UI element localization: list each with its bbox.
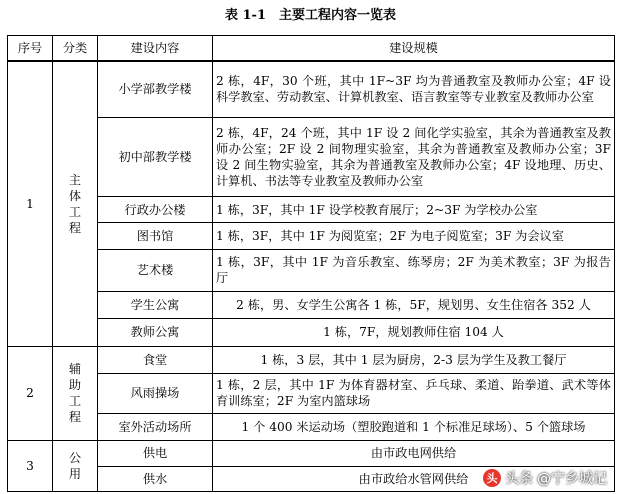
- group-no: 1: [8, 61, 53, 346]
- header-no: 序号: [8, 36, 53, 61]
- item-cell: 初中部教学楼: [98, 118, 213, 197]
- group-category: 公用: [53, 441, 98, 492]
- item-cell: 图书馆: [98, 223, 213, 249]
- table-row: [8, 223, 615, 249]
- table-row: [8, 346, 615, 373]
- table-row: [8, 319, 615, 346]
- table-caption: 表 1-1 主要工程内容一览表: [224, 8, 396, 23]
- table-row: [8, 197, 615, 223]
- group-category: 主体工程: [53, 61, 98, 346]
- item-cell: 供水: [98, 466, 213, 491]
- item-cell: 供电: [98, 441, 213, 466]
- table-row: [8, 291, 615, 318]
- table-row: [8, 61, 615, 118]
- header-scale: 建设规模: [213, 36, 615, 61]
- header-item: 建设内容: [98, 36, 213, 61]
- header-category: 分类: [53, 36, 98, 61]
- group-no: 3: [8, 441, 53, 492]
- scale-cell: 1 栋，3F，其中 1F 为阅览室；2F 为电子阅览室；3F 为会议室: [213, 223, 615, 249]
- scale-cell: 2 栋，4F，30 个班，其中 1F~3F 均为普通教室及教师办公室；4F 设科学教室、劳动教室、计算机教室、语言教室等专业教室及教师办公室: [213, 61, 615, 118]
- scale-cell: 由市政电网供给: [213, 441, 615, 466]
- scale-cell: 1 栋，3F，其中 1F 为音乐教室、练琴房；2F 为美术教室；3F 为报告厅: [213, 249, 615, 291]
- item-cell: 艺术楼: [98, 249, 213, 291]
- table-row: [8, 118, 615, 197]
- scale-cell: 1 栋，3 层，其中 1 层为厨房，2-3 层为学生及教工餐厅: [213, 346, 615, 373]
- group-category: 辅助工程: [53, 346, 98, 441]
- watermark: [483, 465, 607, 491]
- watermark-brand: 头条: [505, 471, 533, 487]
- table-header-row: [8, 36, 615, 61]
- scale-cell: 由市政给水管网供给: [213, 466, 615, 491]
- item-cell: 食堂: [98, 346, 213, 373]
- table-row: [8, 373, 615, 413]
- item-cell: 学生公寓: [98, 291, 213, 318]
- table-row: [8, 413, 615, 440]
- table-row: [8, 249, 615, 291]
- scale-cell: 1 栋，2 层，其中 1F 为体育器材室、乒乓球、柔道、跆拳道、武术等体育训练室；2F 为室内篮球场: [213, 373, 615, 413]
- item-cell: 教师公寓: [98, 319, 213, 346]
- item-cell: 风雨操场: [98, 373, 213, 413]
- project-table: [7, 35, 615, 492]
- item-cell: 室外活动场所: [98, 413, 213, 440]
- group-no: 2: [8, 346, 53, 441]
- scale-cell: 1 栋，7F，规划教师住宿 104 人: [213, 319, 615, 346]
- scale-cell: 2 栋，4F，24 个班，其中 1F 设 2 间化学实验室，其余为普通教室及教师办公室；2F 设 2 间物理实验室，其余为普通教室及教师办公室；3F 设 2 间生物实验室，其余为普通教室及教师办公室；4F 设地理、历史、计算机、书法等专业教室及教师办公室: [213, 118, 615, 197]
- scale-cell: 2 栋，男、女学生公寓各 1 栋，5F，规划男、女生住宿各 352 人: [213, 291, 615, 318]
- watermark-handle: @宁乡城记: [537, 471, 607, 487]
- table-row: [8, 441, 615, 466]
- scale-cell: 1 个 400 米运动场（塑胶跑道和 1 个标准足球场）、5 个篮球场: [213, 413, 615, 440]
- item-cell: 小学部教学楼: [98, 61, 213, 118]
- scale-cell: 1 栋，3F，其中 1F 设学校教育展厅；2~3F 为学校办公室: [213, 197, 615, 223]
- item-cell: 行政办公楼: [98, 197, 213, 223]
- toutiao-logo-icon: 头: [483, 469, 501, 487]
